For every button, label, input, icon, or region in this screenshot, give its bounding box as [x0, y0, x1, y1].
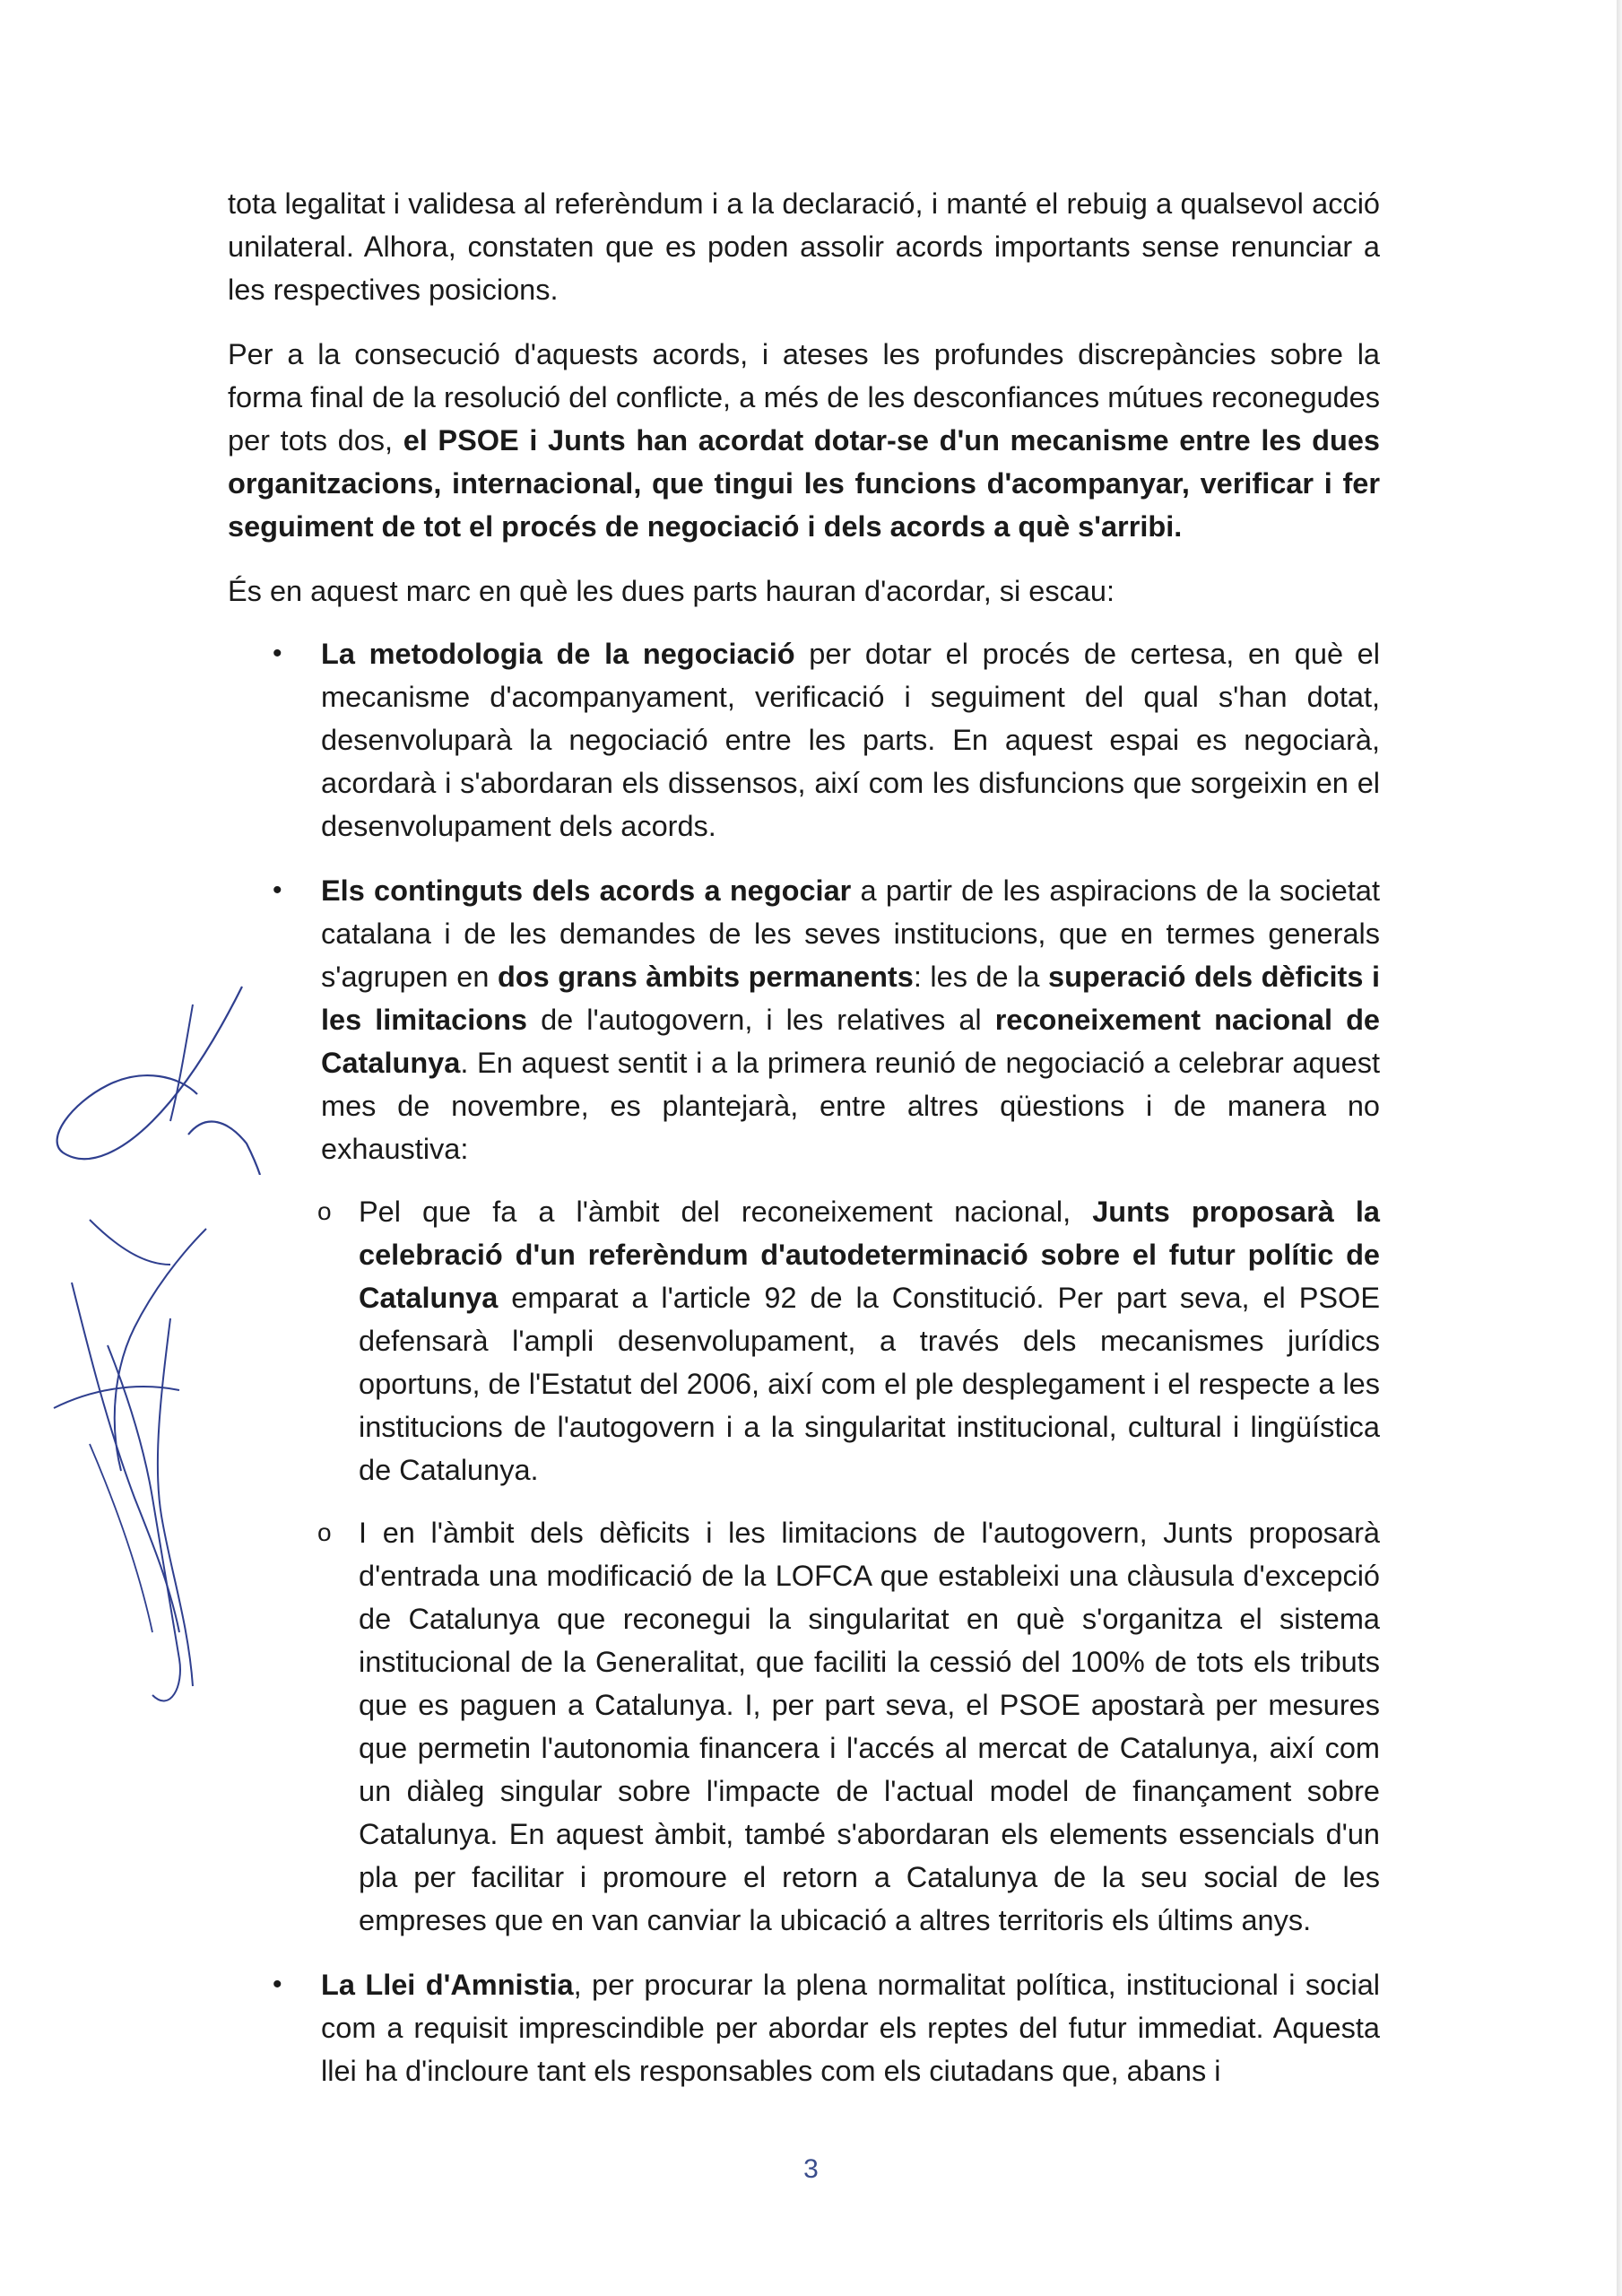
sub-list [317, 1190, 1380, 1942]
text-run: . En aquest sentit i a la primera reunió de negociació a celebrar aquest mes de novembre, es plantejarà, entre altres qüestions i de manera no exhaustiva: [321, 1047, 1380, 1165]
document-body [228, 182, 1380, 2114]
text-run: I en l'àmbit dels dèficits i les limitacions de l'autogovern, Junts proposarà d'entrada una modificació de la LOFCA que estableixi una clàusula d'excepció de Catalunya que reconegui la singularitat en què s'organitza el sistema institucional de la Generalitat, que faciliti la cessió del 100% de tots els tributs que es paguen a Catalunya. I, per part seva, el PSOE apostarà per mesures que permetin l'autonomia financera i l'accés al mercat de Catalunya, així com un diàleg singular sobre l'impacte de l'actual model de finançament sobre Catalunya. En aquest àmbit, també s'abordaran els elements essencials d'un pla per facilitar i promoure el retorn a Catalunya de la seu social de les empreses que en van canviar la ubicació a altres territoris els últims anys. [359, 1517, 1380, 1936]
bold-text-run: reconeixement nacional de Catalunya [321, 1004, 1381, 1079]
text-run: per dotar el procés de certesa, en què el mecanisme d'acompanyament, verificació i seguiment del qual s'han dotat, desenvoluparà la negociació entre les parts. En aquest espai es negociarà, acordarà i s'abordaran els dissensos, així com les disfuncions que sorgeixin en el desenvolupament dels acords. [321, 638, 1380, 842]
sub-bullet-symbol: o [317, 1518, 332, 1546]
bullet-item [228, 632, 1380, 848]
text-run: Per a la consecució d'aquests acords, i ateses les profundes discrepàncies sobre la forma final de la resolució del conflicte, a més de les desconfiances mútues reconegudes per tots dos, [228, 338, 1380, 457]
text-run: tota legalitat i validesa al referèndum i a la declaració, i manté el rebuig a qualsevol acció unilateral. Alhora, constaten que es poden assolir acords importants sense renunciar a les respectives posicions. [228, 187, 1380, 306]
bullet-symbol: • [273, 875, 282, 905]
sub-item [317, 1190, 1380, 1492]
bold-text-run: La Llei d'Amnistia [321, 1969, 574, 2001]
bullet-list [228, 632, 1380, 2092]
bullet-symbol: • [273, 639, 282, 668]
sub-item [317, 1511, 1380, 1942]
text-run: : les de la [913, 961, 1048, 993]
paragraph [228, 333, 1380, 548]
page-edge-shadow [1617, 0, 1622, 2296]
text-run: a partir de les aspiracions de la societat catalana i de les demandes de les seves institucions, que en termes generals s'agrupen en [321, 874, 1380, 993]
signature-initials-1 [36, 969, 269, 1175]
bold-text-run: el PSOE i Junts han acordat dotar-se d'un mecanisme entre les dues organitzacions, internacional, que tingui les funcions d'acompanyar, verificar i fer seguiment de tot el procés de negociació i dels acords a què s'arribi. [228, 424, 1380, 543]
text-run: emparat a l'article 92 de la Constitució. Per part seva, el PSOE defensarà l'ampli desenvolupament, a través dels mecanismes jurídics oportuns, de l'Estatut del 2006, així com el ple desplegament i el respecte a les institucions de l'autogovern i a la singularitat institucional, cultural i lingüística de Catalunya. [359, 1282, 1380, 1486]
bold-text-run: dos grans àmbits permanents [497, 961, 914, 993]
paragraph [228, 570, 1380, 613]
text-run: És en aquest marc en què les dues parts hauran d'acordar, si escau: [228, 575, 1115, 607]
text-run: de l'autogovern, i les relatives al [527, 1004, 995, 1036]
text-run: Pel que fa a l'àmbit del reconeixement nacional, [359, 1196, 1093, 1228]
bullet-symbol: • [273, 1970, 282, 1999]
signature-initials-2 [36, 1211, 215, 1731]
bullet-item [228, 869, 1380, 1942]
bold-text-run: Junts proposarà la celebració d'un referèndum d'autodeterminació sobre el futur polític de Catalunya [359, 1196, 1380, 1314]
bold-text-run: Els continguts dels acords a negociar [321, 874, 852, 907]
bold-text-run: superació dels dèficits i les limitacions [321, 961, 1380, 1036]
text-run: , per procurar la plena normalitat política, institucional i social com a requisit imprescindible per abordar els reptes del futur immediat. Aquesta llei ha d'incloure tant els responsables com els ciutadans que, abans i [321, 1969, 1380, 2087]
page-number: 3 [803, 2154, 819, 2184]
paragraph [228, 182, 1380, 311]
sub-bullet-symbol: o [317, 1197, 332, 1225]
bold-text-run: La metodologia de la negociació [321, 638, 795, 670]
bullet-item [228, 1963, 1380, 2092]
